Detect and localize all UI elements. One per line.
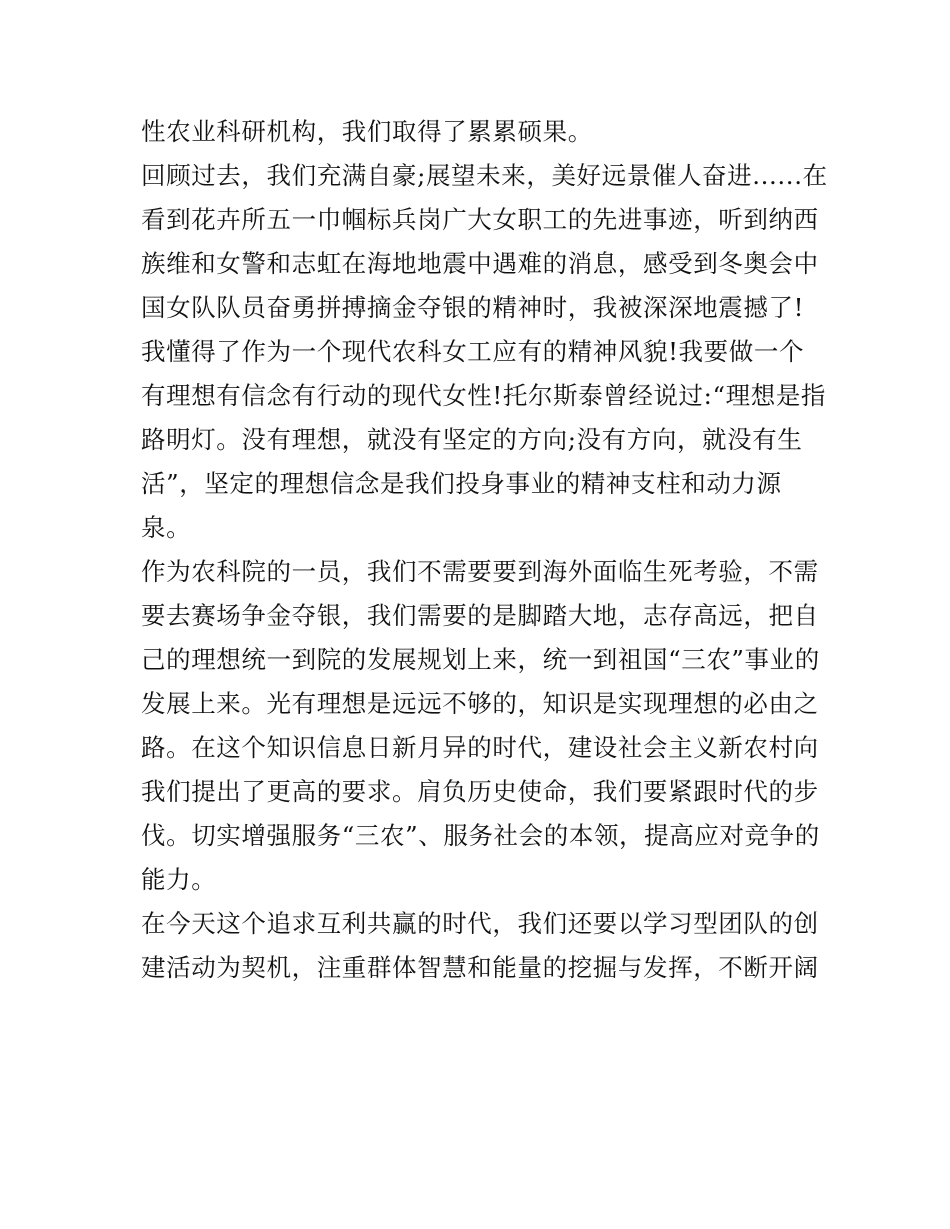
text-line: 路。在这个知识信息日新月异的时代，建设社会主义新农村向 (141, 733, 819, 762)
text-line: 作为农科院的一员，我们不需要要到海外面临生死考验，不需 (141, 557, 819, 586)
text-line: 我们提出了更高的要求。肩负历史使命，我们要紧跟时代的步 (141, 777, 819, 806)
text-line: 己的理想统一到院的发展规划上来，统一到祖国“三农”事业的 (141, 645, 820, 674)
text-line: 在今天这个追求互利共赢的时代，我们还要以学习型团队的创 (141, 909, 819, 938)
text-line: 泉。 (141, 513, 192, 542)
text-line: 族维和女警和志虹在海地地震中遇难的消息，感受到冬奥会中 (141, 249, 819, 278)
text-line: 国女队队员奋勇拼搏摘金夺银的精神时，我被深深地震撼了! (141, 293, 805, 322)
text-line: 性农业科研机构，我们取得了累累硕果。 (141, 117, 593, 146)
text-line: 有理想有信念有行动的现代女性!托尔斯泰曾经说过:“理想是指 (141, 381, 827, 410)
text-line: 路明灯。没有理想，就没有坚定的方向;没有方向，就没有生 (141, 425, 803, 454)
text-line: 要去赛场争金夺银，我们需要的是脚踏大地，志存高远，把自 (141, 601, 819, 630)
text-line: 发展上来。光有理想是远远不够的，知识是实现理想的必由之 (141, 689, 819, 718)
body-text (141, 110, 828, 990)
text-line: 看到花卉所五一巾帼标兵岗广大女职工的先进事迹，听到纳西 (141, 205, 819, 234)
text-line: 伐。切实增强服务“三农”、服务社会的本领，提高应对竞争的 (141, 821, 820, 850)
text-line: 活”，坚定的理想信念是我们投身事业的精神支柱和动力源 (141, 469, 782, 498)
text-line: 回顾过去，我们充满自豪;展望未来，美好远景催人奋进......在 (141, 161, 828, 190)
text-line: 能力。 (141, 865, 217, 894)
text-line: 建活动为契机，注重群体智慧和能量的挖掘与发挥，不断开阔 (141, 953, 819, 982)
text-line: 我懂得了作为一个现代农科女工应有的精神风貌!我要做一个 (141, 337, 805, 366)
